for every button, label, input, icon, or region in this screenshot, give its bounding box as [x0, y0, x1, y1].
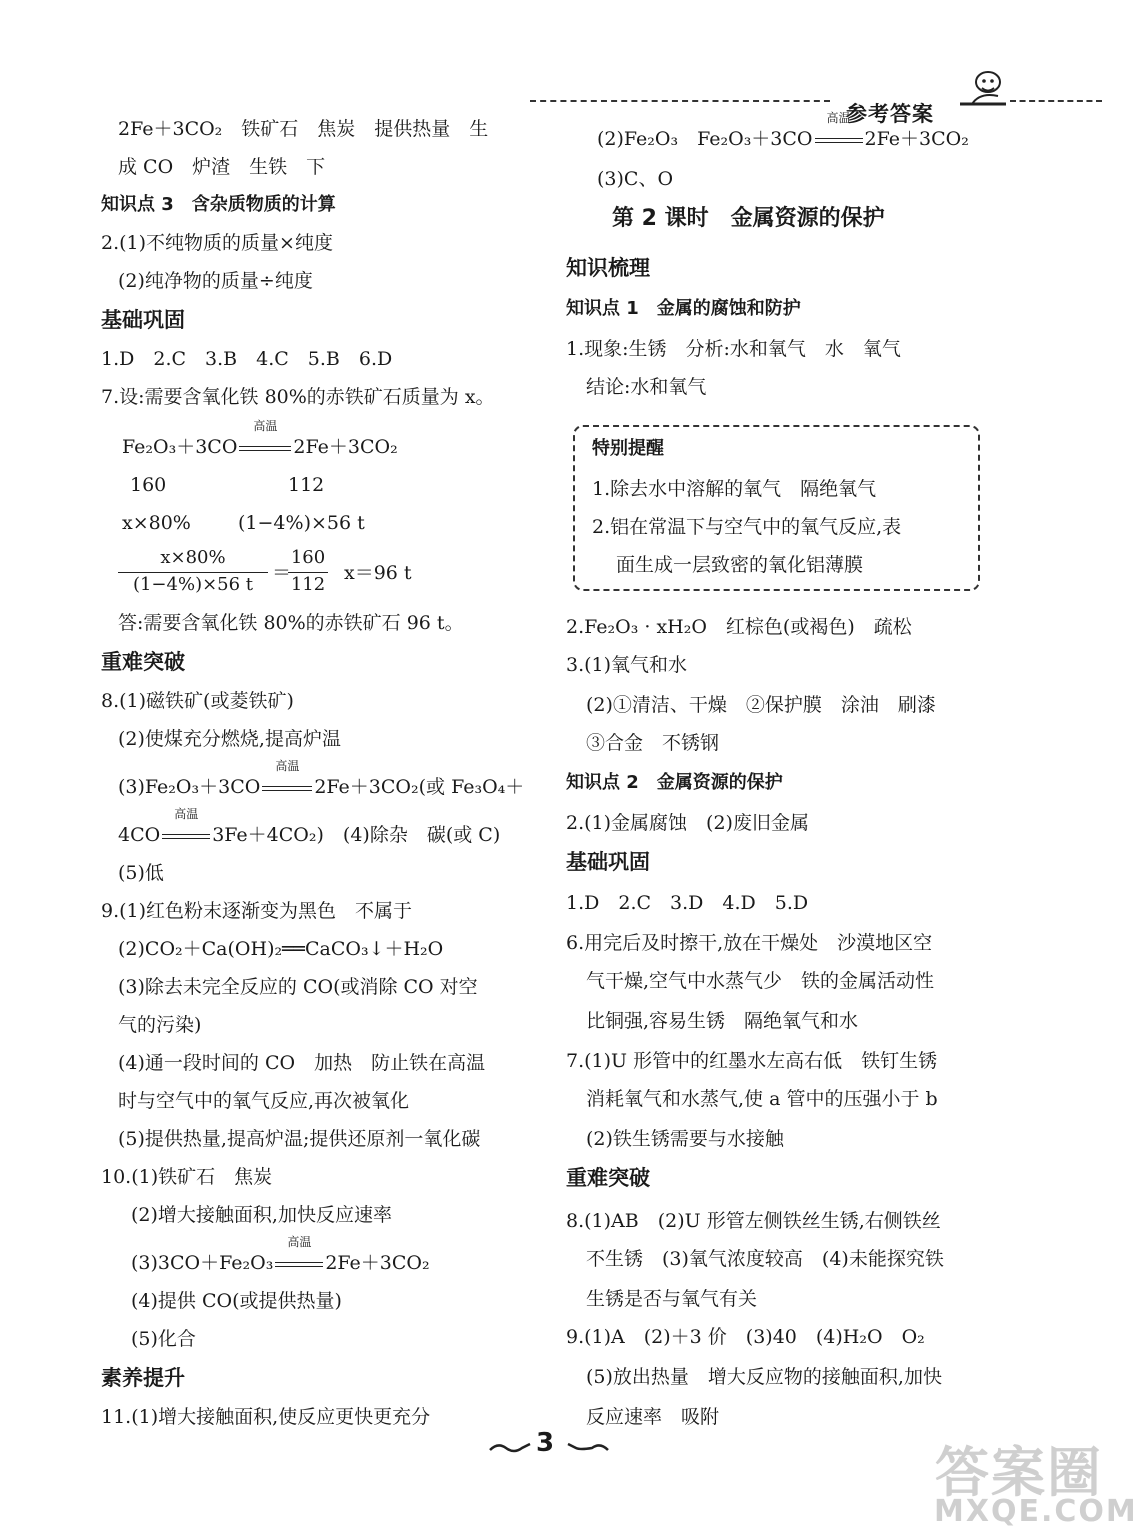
equation-1 — [122, 419, 398, 460]
left-line-22: 10.(1)铁矿石 焦炭 — [101, 1166, 273, 1188]
footer-wave-left-icon — [488, 1440, 532, 1456]
left-line-5: 1.D 2.C 3.B 4.C 5.B 6.D — [101, 348, 393, 370]
equation-3-condition: 高温 — [174, 807, 199, 821]
left-line-19: (4)通一段时间的 CO 加热 防止铁在高温 — [118, 1052, 486, 1074]
fraction-2 — [288, 547, 328, 599]
section-hard-right: 重难突破 — [566, 1166, 650, 1190]
right-line-3: 1.现象:生锈 分析:水和氧气 水 氧气 — [566, 338, 901, 360]
right-line-19: 生锈是否与氧气有关 — [586, 1288, 758, 1310]
right-line-13: 比铜强,容易生锈 隔绝氧气和水 — [586, 1010, 859, 1032]
fraction-result: x＝96 t — [344, 562, 412, 584]
right-line-15: 消耗氧气和水蒸气,使 a 管中的压强小于 b — [586, 1088, 938, 1110]
knowledge-point-2: 知识点 2 金属资源的保护 — [566, 772, 783, 793]
fraction-1-numerator: x×80% — [160, 547, 226, 568]
equation-4 — [131, 1235, 430, 1276]
fraction-2-denominator: 112 — [290, 574, 326, 595]
left-line-7a: 160 — [130, 474, 167, 496]
fraction-1 — [118, 547, 268, 599]
right-line-10: 1.D 2.C 3.D 4.D 5.D — [566, 892, 809, 914]
watermark-url: MXQE.COM — [934, 1494, 1138, 1529]
lesson-title: 第 2 课时 金属资源的保护 — [612, 206, 885, 231]
left-line-8a: x×80% — [122, 512, 191, 534]
right-line-7: (2)①清洁、干燥 ②保护膜 涂油 刷漆 — [586, 694, 936, 716]
left-line-1: 2Fe＋3CO₂ 铁矿石 焦炭 提供热量 生 — [118, 118, 489, 140]
left-line-18: 气的污染) — [118, 1014, 202, 1036]
left-line-10: 8.(1)磁铁矿(或菱铁矿) — [101, 690, 294, 712]
right-equation-1-right: 2Fe＋3CO₂ — [864, 128, 969, 150]
left-line-21: (5)提供热量,提高炉温;提供还原剂一氧化碳 — [118, 1128, 481, 1150]
left-line-25: (4)提供 CO(或提供热量) — [131, 1290, 342, 1312]
left-line-8b: (1−4%)×56 t — [238, 512, 365, 534]
fraction-1-denominator: (1−4%)×56 t — [132, 574, 254, 595]
equation-4-condition: 高温 — [287, 1235, 312, 1249]
header-title: 参考答案 — [846, 102, 934, 126]
equation-2-left: (3)Fe₂O₃＋3CO — [118, 776, 261, 798]
right-line-11: 6.用完后及时擦干,放在干燥处 沙漠地区空 — [566, 932, 933, 954]
right-line-18: 不生锈 (3)氧气浓度较高 (4)未能探究铁 — [586, 1248, 944, 1270]
header-dashed-rule-left — [530, 100, 830, 102]
special-tip-1: 1.除去水中溶解的氧气 隔绝氧气 — [592, 478, 877, 500]
special-tip-3: 面生成一层致密的氧化铝薄膜 — [616, 554, 864, 576]
equation-1-left: Fe₂O₃＋3CO — [122, 436, 238, 458]
equation-4-right: 2Fe＋3CO₂ — [325, 1252, 430, 1274]
right-line-9: 2.(1)金属腐蚀 (2)废旧金属 — [566, 812, 809, 834]
mascot-icon — [958, 66, 1010, 112]
left-line-14: (5)低 — [118, 862, 164, 884]
special-tip-title: 特别提醒 — [592, 438, 664, 459]
left-line-16: (2)CO₂＋Ca(OH)₂══CaCO₃↓＋H₂O — [118, 938, 444, 960]
left-line-2: 成 CO 炉渣 生铁 下 — [118, 156, 326, 178]
right-line-22: 反应速率 吸附 — [586, 1406, 720, 1428]
section-hard-left: 重难突破 — [101, 650, 185, 674]
equation-1-right: 2Fe＋3CO₂ — [293, 436, 398, 458]
header-dashed-rule-right — [1010, 100, 1102, 102]
left-line-15: 9.(1)红色粉末逐渐变为黑色 不属于 — [101, 900, 413, 922]
left-line-23: (2)增大接触面积,加快反应速率 — [131, 1204, 392, 1226]
section-basic-left: 基础巩固 — [101, 308, 185, 332]
left-line-3: 2.(1)不纯物质的质量×纯度 — [101, 232, 333, 254]
page-number: 3 — [536, 1428, 555, 1458]
left-line-4: (2)纯净物的质量÷纯度 — [118, 270, 313, 292]
left-line-9: 答:需要含氧化铁 80%的赤铁矿石 96 t。 — [118, 612, 464, 634]
right-line-4: 结论:水和氧气 — [586, 376, 707, 398]
left-line-7b: 112 — [288, 474, 325, 496]
footer-wave-right-icon — [566, 1440, 610, 1456]
left-line-17: (3)除去未完全反应的 CO(或消除 CO 对空 — [118, 976, 478, 998]
right-line-6: 3.(1)氧气和水 — [566, 654, 688, 676]
section-basic-right: 基础巩固 — [566, 850, 650, 874]
left-line-20: 时与空气中的氧气反应,再次被氧化 — [118, 1090, 410, 1112]
right-equation-1-condition: 高温 — [826, 111, 851, 125]
equation-3-left: 4CO — [118, 824, 161, 846]
equation-1-condition: 高温 — [253, 419, 278, 433]
knowledge-point-1: 知识点 1 金属的腐蚀和防护 — [566, 298, 801, 319]
left-line-11: (2)使煤充分燃烧,提高炉温 — [118, 728, 341, 750]
equation-4-left: (3)3CO＋Fe₂O₃ — [131, 1252, 274, 1274]
equation-3 — [118, 807, 501, 848]
equation-2-right: 2Fe＋3CO₂(或 Fe₃O₄＋ — [314, 776, 525, 798]
right-line-12: 气干燥,空气中水蒸气少 铁的金属活动性 — [586, 970, 935, 992]
right-line-16: (2)铁生锈需要与水接触 — [586, 1128, 784, 1150]
left-line-26: (5)化合 — [131, 1328, 196, 1350]
right-line-20: 9.(1)A (2)＋3 价 (3)40 (4)H₂O O₂ — [566, 1326, 925, 1348]
right-line-14: 7.(1)U 形管中的红墨水左高右低 铁钉生锈 — [566, 1050, 938, 1072]
right-equation-1-left: (2)Fe₂O₃ Fe₂O₃＋3CO — [597, 128, 813, 150]
equation-3-right: 3Fe＋4CO₂) (4)除杂 碳(或 C) — [212, 824, 501, 846]
right-line-17: 8.(1)AB (2)U 形管左侧铁丝生锈,右侧铁丝 — [566, 1210, 941, 1232]
fraction-2-numerator: 160 — [290, 547, 326, 568]
left-line-27: 11.(1)增大接触面积,使反应更快更充分 — [101, 1406, 431, 1428]
right-line-5: 2.Fe₂O₃ · xH₂O 红棕色(或褐色) 疏松 — [566, 616, 912, 638]
right-line-8: ③合金 不锈钢 — [586, 732, 720, 754]
left-line-6: 7.设:需要含氧化铁 80%的赤铁矿石质量为 x。 — [101, 386, 495, 408]
knowledge-point-3: 知识点 3 含杂质物质的计算 — [101, 194, 336, 215]
watermark-logo: 答案圈 — [935, 1441, 1103, 1504]
right-line-2: (3)C、O — [597, 168, 674, 190]
fraction-equals: ＝ — [272, 562, 292, 584]
equation-2 — [118, 759, 525, 800]
right-line-21: (5)放出热量 增大反应物的接触面积,加快 — [586, 1366, 942, 1388]
section-improve-left: 素养提升 — [101, 1366, 185, 1390]
equation-2-condition: 高温 — [275, 759, 300, 773]
special-tip-2: 2.铝在常温下与空气中的氧气反应,表 — [592, 516, 902, 538]
section-knowledge-sort: 知识梳理 — [566, 256, 650, 280]
